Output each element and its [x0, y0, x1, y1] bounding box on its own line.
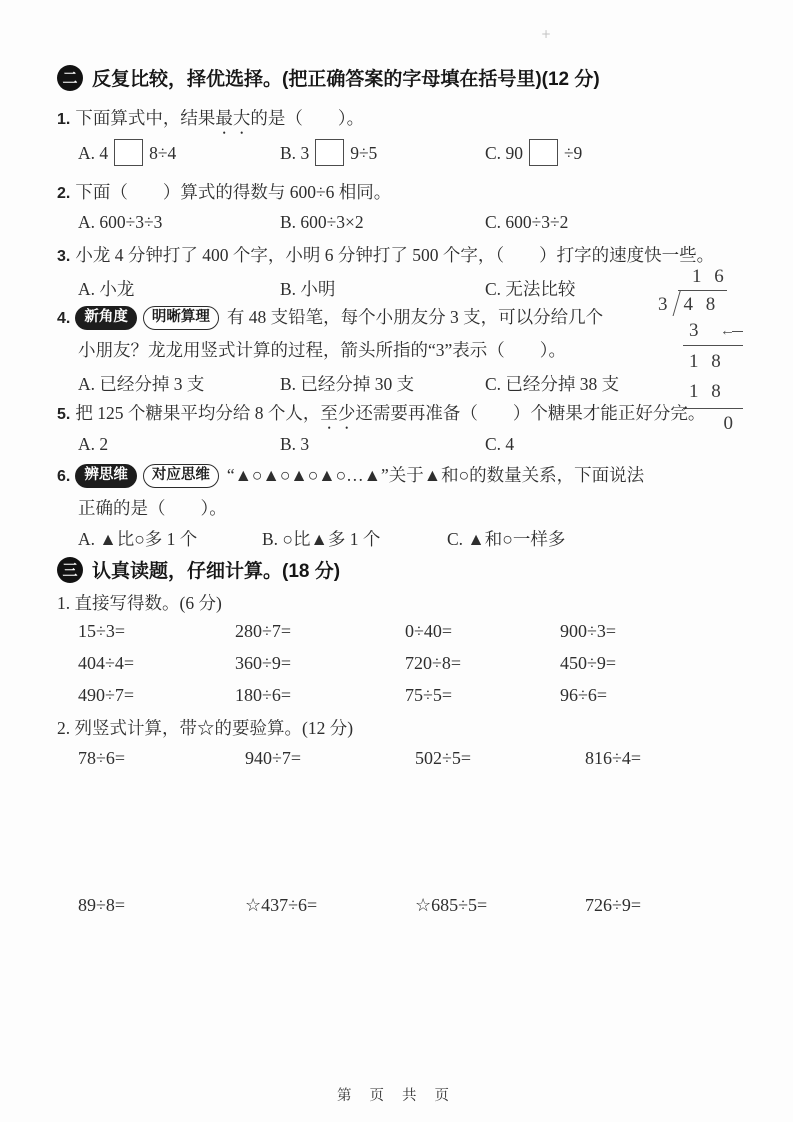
- question-1-number: 1.: [57, 111, 71, 128]
- option-a: A. 已经分掉 3 支: [78, 374, 205, 394]
- mental-calc-row-1: [57, 621, 757, 649]
- vertical-calc-cell: ☆685÷5=: [415, 895, 488, 915]
- mental-calc-row-2: [57, 653, 757, 681]
- option-b: B. 3: [280, 434, 310, 454]
- mental-calc-row-3: [57, 685, 757, 713]
- mental-calc-cell: 360÷9=: [235, 653, 292, 673]
- vertical-calc-cell: 726÷9=: [585, 895, 642, 915]
- question-5-emphasis: 至少: [320, 403, 356, 423]
- mental-calc-cell: 75÷5=: [405, 685, 453, 705]
- option-a-after: 8÷4: [149, 143, 177, 163]
- option-c: C. 无法比较: [485, 279, 576, 299]
- option-c: C. 已经分掉 38 支: [485, 374, 620, 394]
- mental-calc-cell: 450÷9=: [560, 653, 617, 673]
- page-footer: 第 页 共 页: [336, 1088, 457, 1104]
- vertical-calc-cell: 816÷4=: [585, 748, 642, 768]
- division-step-2: 1 8: [689, 351, 725, 372]
- mental-calc-cell: 180÷6=: [235, 685, 292, 705]
- question-1-options: [57, 139, 757, 173]
- question-5-text-pre: 把 125 个糖果平均分给 8 个人，: [75, 403, 321, 423]
- subsection-2-title: 2. 列竖式计算，带☆的要验算。(12 分): [57, 718, 354, 738]
- division-step-3: 1 8: [683, 376, 743, 409]
- question-6: [57, 464, 757, 488]
- question-5-options: [57, 434, 757, 468]
- subsection-1-title: 1. 直接写得数。(6 分): [57, 593, 222, 613]
- question-6-options: [57, 526, 757, 560]
- question-4-line2: 小朋友？龙龙用竖式计算的过程，箭头所指的“3”表示（ ）。: [78, 340, 567, 360]
- mental-calc-cell: 15÷3=: [78, 621, 126, 641]
- question-2-options: [57, 212, 757, 246]
- vertical-calc-row-2: [57, 895, 757, 923]
- vertical-calc-cell: ☆437÷6=: [245, 895, 318, 915]
- option-a-label: A.: [78, 143, 96, 163]
- option-a-before: 4: [99, 143, 109, 163]
- division-dividend: 4 8: [678, 290, 728, 316]
- vertical-calc-cell: 78÷6=: [78, 748, 126, 768]
- division-divisor: 3: [658, 294, 668, 315]
- question-3: [57, 244, 757, 268]
- badge-correspondence-thinking: 对应思维: [143, 464, 219, 488]
- badge-discern-thinking: 辨思维: [75, 464, 137, 488]
- mental-calc-cell: 900÷3=: [560, 621, 617, 641]
- question-6-line1: “▲○▲○▲○▲○…▲”关于▲和○的数量关系，下面说法: [226, 465, 645, 485]
- option-b: [280, 139, 377, 166]
- section-2-icon: 二: [57, 65, 83, 91]
- option-b-before: 3: [300, 143, 310, 163]
- section-3-header: [57, 556, 757, 583]
- question-1-text-post: 的是（ ）。: [250, 108, 365, 128]
- arrow-left-icon: ←: [720, 323, 743, 340]
- question-5: [57, 402, 757, 433]
- option-a: A. 小龙: [78, 279, 135, 299]
- division-quotient: 1 6: [692, 266, 728, 287]
- question-6-number: 6.: [57, 468, 71, 485]
- question-3-text: 小龙 4 分钟打了 400 个字，小明 6 分钟打了 500 个字，（ ）打字的速度快一些。: [75, 245, 715, 265]
- vertical-calc-cell: 502÷5=: [415, 748, 472, 768]
- badge-new-angle: 新角度: [75, 306, 137, 330]
- option-b: B. 小明: [280, 279, 336, 299]
- option-c-after: ÷9: [563, 143, 583, 163]
- option-c-label: C.: [485, 143, 502, 163]
- section-3-title: 认真读题，仔细计算。(18 分): [92, 561, 341, 582]
- mental-calc-cell: 720÷8=: [405, 653, 462, 673]
- section-3-icon: 三: [57, 557, 83, 583]
- option-c: C. 600÷3÷2: [485, 212, 569, 232]
- mental-calc-cell: 0÷40=: [405, 621, 453, 641]
- question-6-line2: 正确的是（ ）。: [78, 498, 227, 518]
- question-4-line1: 有 48 支铅笔，每个小朋友分 3 支，可以分给几个: [226, 307, 604, 327]
- mental-calc-cell: 280÷7=: [235, 621, 292, 641]
- option-a: A. ▲比○多 1 个: [78, 529, 198, 549]
- question-1-text-pre: 下面算式中，结果: [75, 108, 216, 128]
- section-2-title: 反复比较，择优选择。(把正确答案的字母填在括号里)(12 分): [92, 69, 600, 90]
- section-2-header: [57, 64, 757, 91]
- option-c: [485, 139, 582, 166]
- question-3-number: 3.: [57, 248, 71, 265]
- question-2-number: 2.: [57, 185, 71, 202]
- option-a: A. 600÷3÷3: [78, 212, 163, 232]
- option-b: B. 600÷3×2: [280, 212, 364, 232]
- option-b-after: 9÷5: [350, 143, 378, 163]
- option-b-label: B.: [280, 143, 297, 163]
- question-2: [57, 181, 757, 205]
- option-c-before: 90: [505, 143, 523, 163]
- answer-box: [114, 139, 143, 166]
- option-b: B. ○比▲多 1 个: [262, 529, 381, 549]
- option-a: [78, 139, 176, 166]
- option-a: A. 2: [78, 434, 109, 454]
- division-remainder: 0: [723, 413, 733, 434]
- question-1-emphasis: 最大: [215, 108, 251, 128]
- option-b: B. 已经分掉 30 支: [280, 374, 415, 394]
- division-step-1: [683, 316, 743, 346]
- crop-mark: +: [541, 27, 552, 41]
- vertical-calc-row-1: [57, 748, 757, 776]
- answer-box: [315, 139, 344, 166]
- mental-calc-cell: 404÷4=: [78, 653, 135, 673]
- vertical-calc-cell: 940÷7=: [245, 748, 302, 768]
- question-5-text-post: 还需要再准备（ ）个糖果才能正好分完。: [355, 403, 706, 423]
- badge-clear-reasoning: 明晰算理: [143, 306, 219, 330]
- answer-box: [529, 139, 558, 166]
- question-4-number: 4.: [57, 310, 71, 327]
- division-step-1-value: 3: [689, 320, 699, 341]
- mental-calc-cell: 96÷6=: [560, 685, 608, 705]
- question-5-number: 5.: [57, 406, 71, 423]
- question-1: [57, 107, 757, 138]
- division-bracket-row: [649, 290, 769, 316]
- question-2-text: 下面（ ）算式的得数与 600÷6 相同。: [75, 182, 392, 202]
- mental-calc-cell: 490÷7=: [78, 685, 135, 705]
- option-c: C. ▲和○一样多: [447, 529, 566, 549]
- vertical-calc-cell: 89÷8=: [78, 895, 126, 915]
- option-c: C. 4: [485, 434, 515, 454]
